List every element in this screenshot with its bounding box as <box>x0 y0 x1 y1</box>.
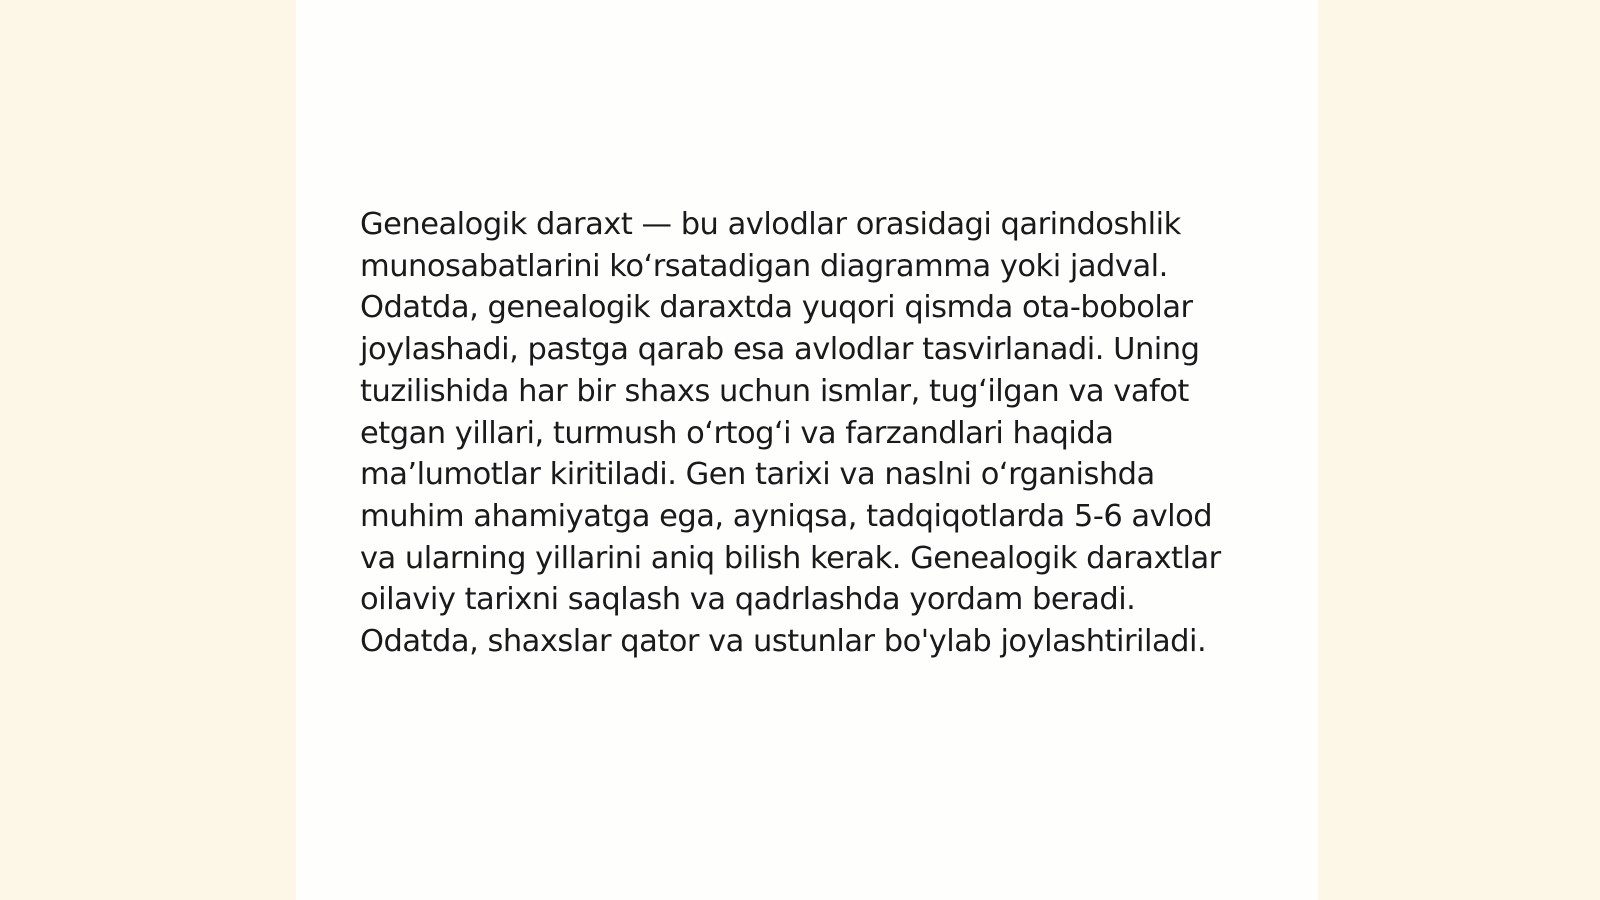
slide <box>296 0 1318 900</box>
slide-body-text: Genealogik daraxt — bu avlodlar orasidagi qarindoshlik munosabatlarini koʻrsatadigan diagramma yoki jadval. Odatda, genealogik daraxtda yuqori qismda ota-bobolar joylashadi, pastga qarab esa avlodlar tasvirlanadi. Uning tuzilishida har bir shaxs uchun ismlar, tugʻilgan va vafot etgan yillari, turmush oʻrtogʻi va farzandlari haqida maʼlumotlar kiritiladi. Gen tarixi va naslni oʻrganishda muhim ahamiyatga ega, ayniqsa, tadqiqotlarda 5-6 avlod va ularning yillarini aniq bilish kerak. Genealogik daraxtlar oilaviy tarixni saqlash va qadrlashda yordam beradi. Odatda, shaxslar qator va ustunlar bo'ylab joylashtiriladi. <box>360 207 1221 660</box>
